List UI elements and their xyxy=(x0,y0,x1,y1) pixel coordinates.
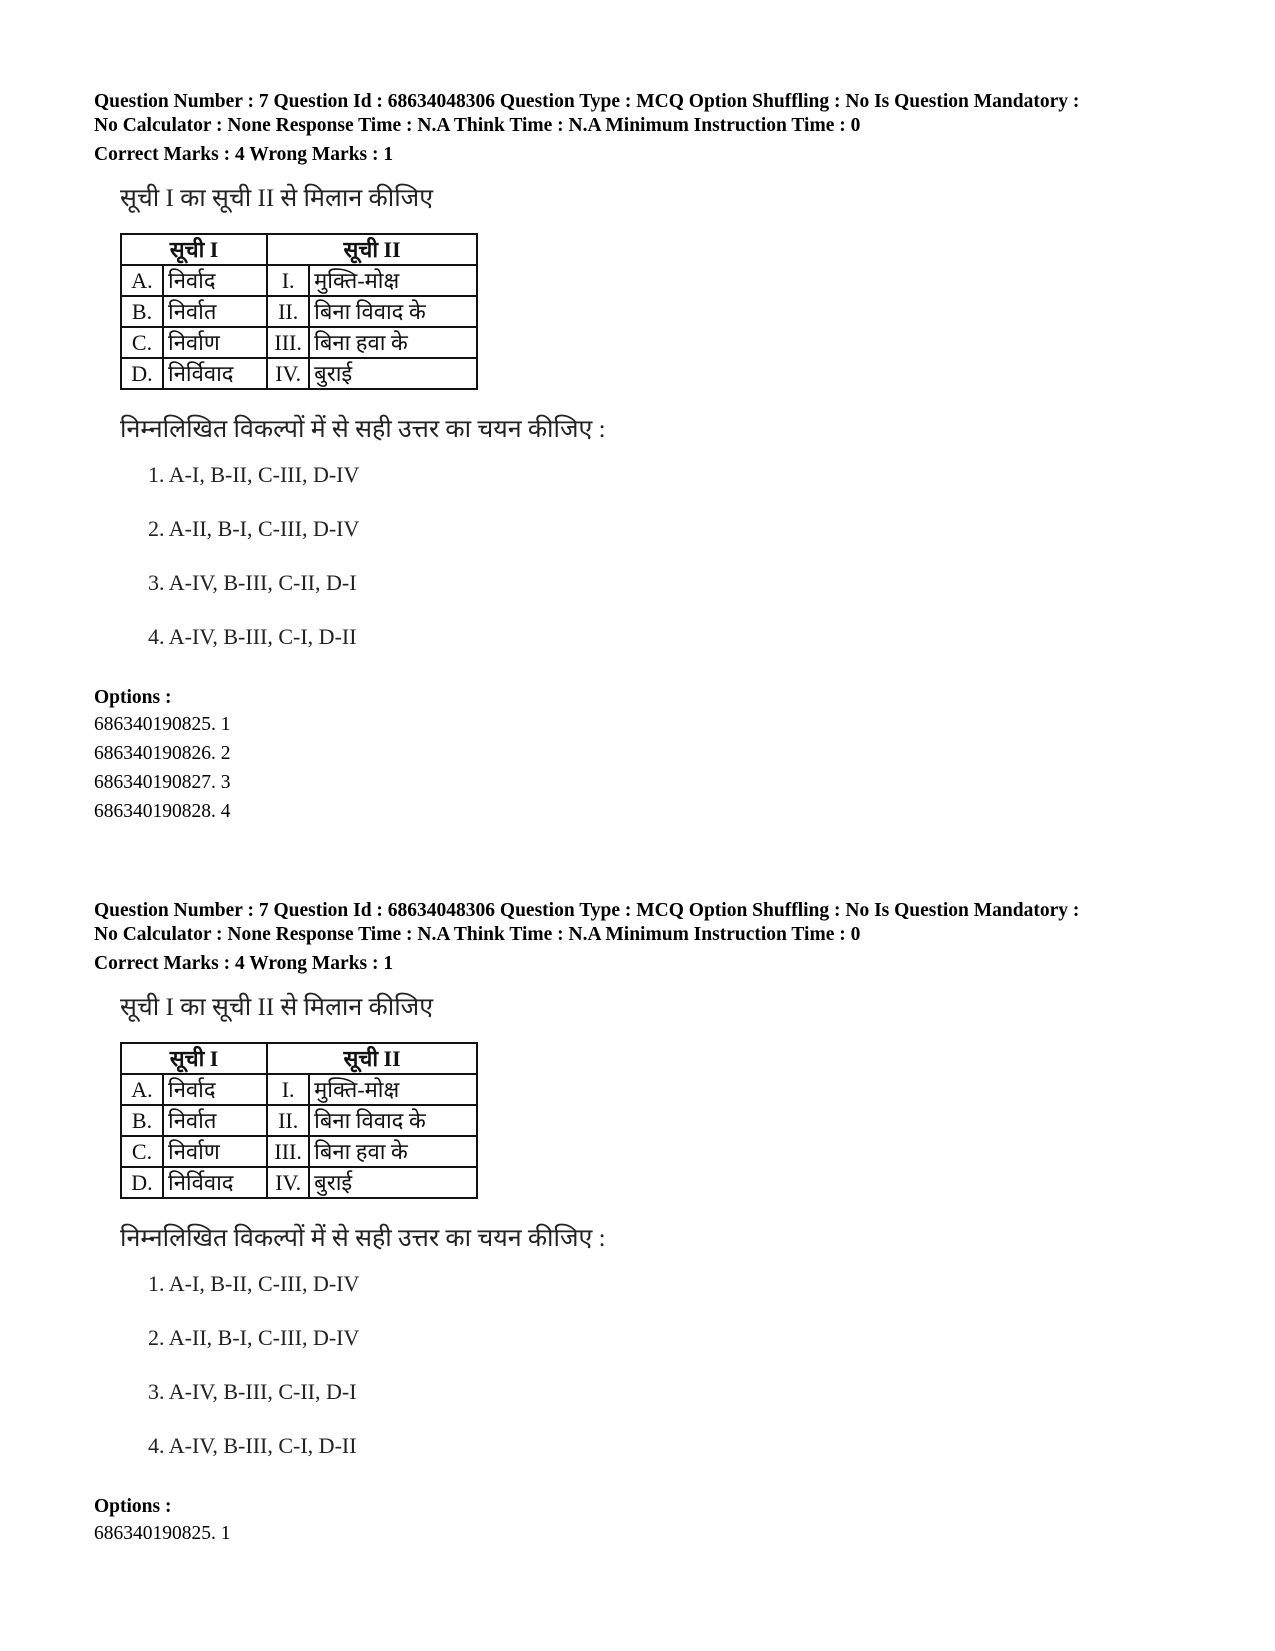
answer-choice: 4. A-IV, B-III, C-I, D-II xyxy=(148,1433,357,1458)
table-row xyxy=(121,327,477,358)
table-row xyxy=(121,296,477,327)
row-roman: IV. xyxy=(267,358,309,389)
question-header-line-1: Question Number : 7 Question Id : 68634048306 Question Type : MCQ Option Shuffling : No Is Question Mandatory : xyxy=(94,91,1080,112)
table-row xyxy=(121,1136,477,1167)
question-content xyxy=(120,183,1214,676)
option-item: 686340190825. 1 xyxy=(94,1523,231,1544)
question-header-line-1: Question Number : 7 Question Id : 68634048306 Question Type : MCQ Option Shuffling : No Is Question Mandatory : xyxy=(94,900,1080,921)
list-1-header: सूची I xyxy=(121,234,267,265)
row-term: निर्वाण xyxy=(163,1136,267,1167)
option-item: 686340190826. 2 xyxy=(94,743,231,764)
table-row xyxy=(121,1167,477,1198)
answer-choice: 3. A-IV, B-III, C-II, D-I xyxy=(148,570,357,595)
row-meaning: मुक्ति-मोक्ष xyxy=(309,265,477,296)
row-roman: III. xyxy=(267,1136,309,1167)
row-meaning: बिना हवा के xyxy=(309,1136,477,1167)
question-header-line-2: No Calculator : None Response Time : N.A Think Time : N.A Minimum Instruction Time : 0 xyxy=(94,924,861,945)
row-meaning: बिना विवाद के xyxy=(309,296,477,327)
question-block-1 xyxy=(94,90,1214,826)
answer-choice: 1. A-I, B-II, C-III, D-IV xyxy=(148,1271,360,1296)
answer-choice: 1. A-I, B-II, C-III, D-IV xyxy=(148,462,360,487)
option-item: 686340190825. 1 xyxy=(94,714,231,735)
list-1-header: सूची I xyxy=(121,1043,267,1074)
row-term: निर्वात xyxy=(163,296,267,327)
row-roman: I. xyxy=(267,265,309,296)
row-meaning: बिना विवाद के xyxy=(309,1105,477,1136)
table-row xyxy=(121,1074,477,1105)
row-meaning: बुराई xyxy=(309,358,477,389)
row-label: C. xyxy=(121,327,163,358)
table-row xyxy=(121,358,477,389)
row-meaning: मुक्ति-मोक्ष xyxy=(309,1074,477,1105)
select-instruction: निम्नलिखित विकल्पों में से सही उत्तर का चयन कीजिए : xyxy=(120,416,606,443)
question-marks: Correct Marks : 4 Wrong Marks : 1 xyxy=(94,953,394,974)
row-term: निर्विवाद xyxy=(163,358,267,389)
table-row xyxy=(121,1105,477,1136)
row-label: A. xyxy=(121,1074,163,1105)
options-label: Options : xyxy=(94,687,172,708)
question-marks: Correct Marks : 4 Wrong Marks : 1 xyxy=(94,144,394,165)
row-term: निर्वाण xyxy=(163,327,267,358)
question-header-line-2: No Calculator : None Response Time : N.A Think Time : N.A Minimum Instruction Time : 0 xyxy=(94,115,861,136)
match-table-header xyxy=(121,1043,477,1074)
question-instruction: सूची I का सूची II से मिलान कीजिए xyxy=(120,994,434,1021)
row-meaning: बिना हवा के xyxy=(309,327,477,358)
row-roman: I. xyxy=(267,1074,309,1105)
list-2-header: सूची II xyxy=(267,1043,477,1074)
row-label: B. xyxy=(121,1105,163,1136)
row-label: D. xyxy=(121,358,163,389)
row-roman: II. xyxy=(267,1105,309,1136)
row-label: B. xyxy=(121,296,163,327)
row-term: निर्वाद xyxy=(163,265,267,296)
answer-choice: 3. A-IV, B-III, C-II, D-I xyxy=(148,1379,357,1404)
match-table xyxy=(120,1042,478,1199)
row-roman: III. xyxy=(267,327,309,358)
list-2-header: सूची II xyxy=(267,234,477,265)
row-roman: II. xyxy=(267,296,309,327)
table-row xyxy=(121,265,477,296)
question-block-2 xyxy=(94,899,1214,1548)
answer-choice: 2. A-II, B-I, C-III, D-IV xyxy=(148,516,360,541)
row-term: निर्विवाद xyxy=(163,1167,267,1198)
row-meaning: बुराई xyxy=(309,1167,477,1198)
answer-choices xyxy=(148,460,1214,676)
row-term: निर्वात xyxy=(163,1105,267,1136)
match-table xyxy=(120,233,478,390)
answer-choices xyxy=(148,1269,1214,1485)
select-instruction: निम्नलिखित विकल्पों में से सही उत्तर का चयन कीजिए : xyxy=(120,1225,606,1252)
row-roman: IV. xyxy=(267,1167,309,1198)
answer-choice: 4. A-IV, B-III, C-I, D-II xyxy=(148,624,357,649)
question-instruction: सूची I का सूची II से मिलान कीजिए xyxy=(120,185,434,212)
row-label: D. xyxy=(121,1167,163,1198)
question-content xyxy=(120,992,1214,1485)
options-label: Options : xyxy=(94,1496,172,1517)
row-label: A. xyxy=(121,265,163,296)
option-item: 686340190828. 4 xyxy=(94,801,231,822)
answer-choice: 2. A-II, B-I, C-III, D-IV xyxy=(148,1325,360,1350)
row-term: निर्वाद xyxy=(163,1074,267,1105)
row-label: C. xyxy=(121,1136,163,1167)
option-item: 686340190827. 3 xyxy=(94,772,231,793)
match-table-header xyxy=(121,234,477,265)
